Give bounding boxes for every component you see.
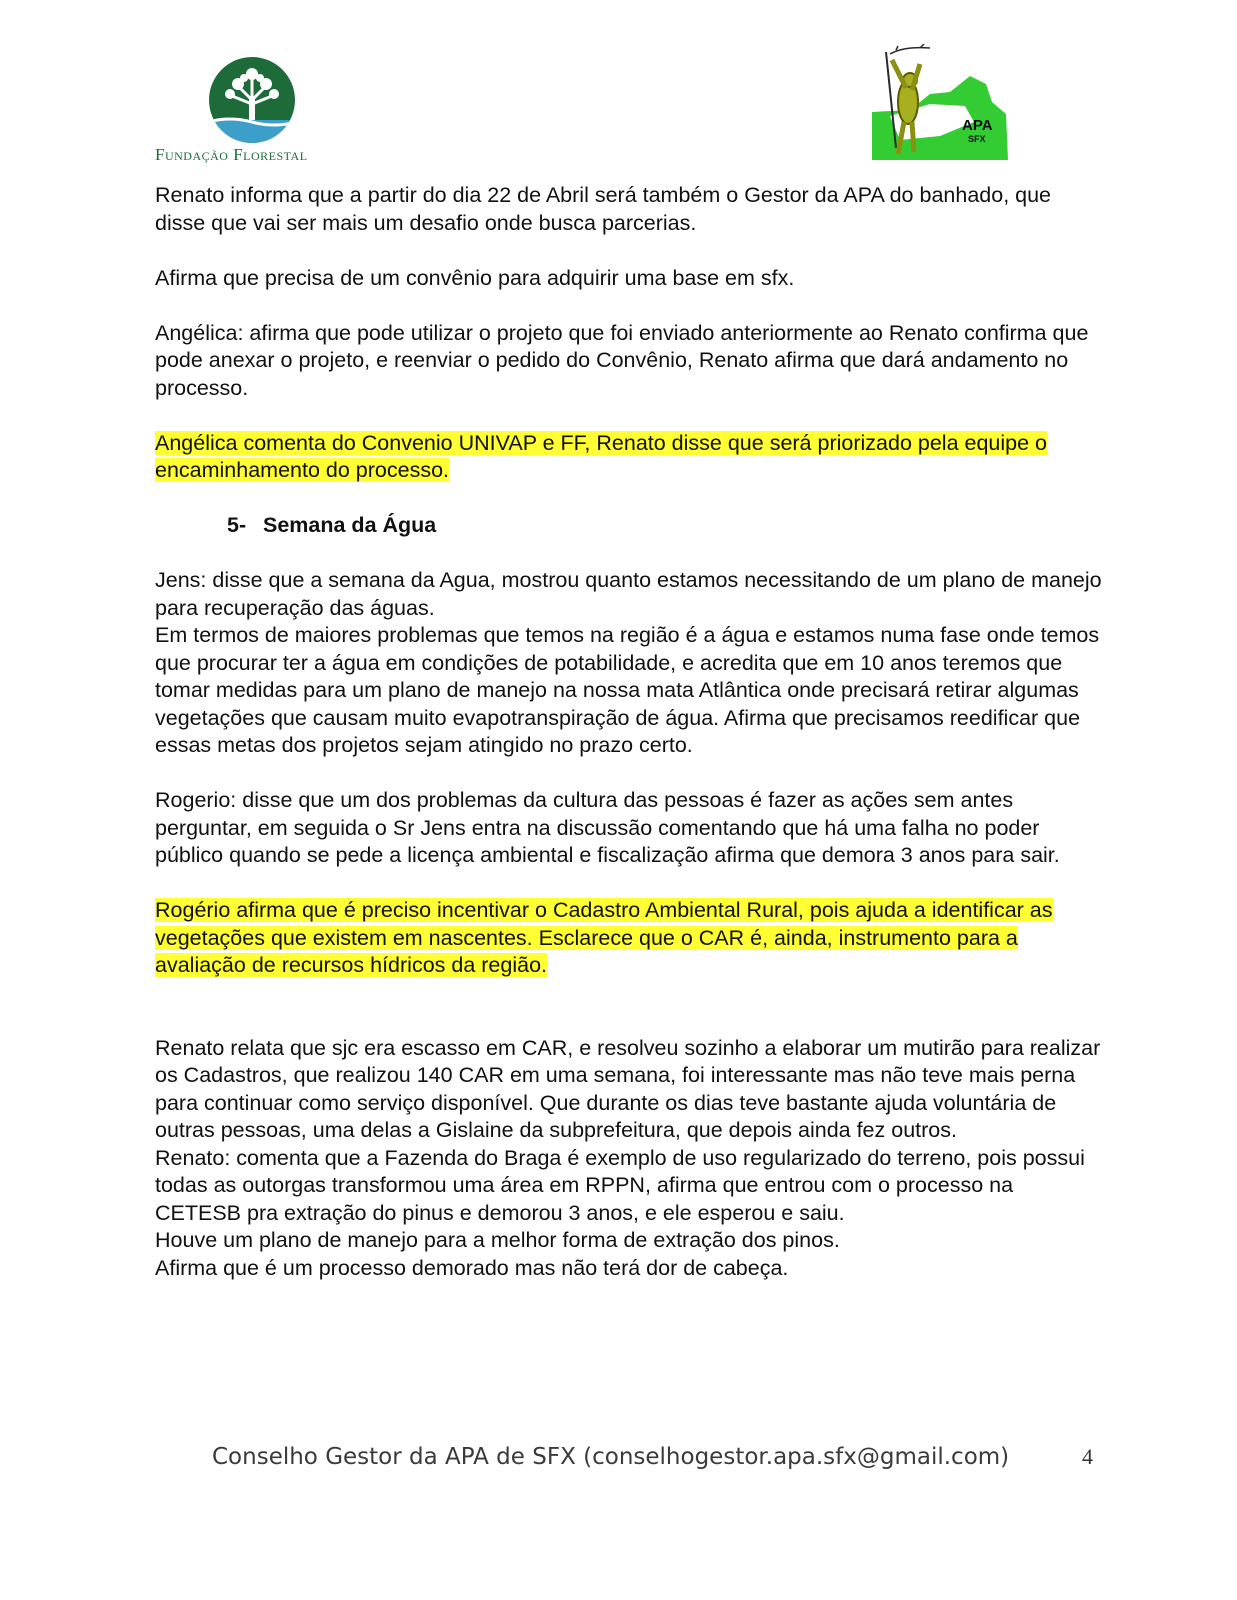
sfx-label: SFX xyxy=(968,134,986,144)
page-footer xyxy=(0,1444,1237,1474)
apa-sfx-logo xyxy=(870,44,1010,164)
highlight-text: Rogério afirma que é preciso incentivar o Cadastro Ambiental Rural, pois ajuda a identificar as vegetações que existem em nascentes. Esclarece que o CAR é, ainda, instrumento para a avaliação de recursos hídricos da região. xyxy=(155,898,1053,977)
paragraph: Afirma que precisa de um convênio para adquirir uma base em sfx. xyxy=(155,265,795,290)
highlighted-paragraph xyxy=(155,430,1105,485)
document-body xyxy=(155,182,1105,1282)
section-title: Semana da Água xyxy=(263,513,437,537)
paragraph: Jens: disse que a semana da Agua, mostrou quanto estamos necessitando de um plano de manejo para recuperação das águas. xyxy=(155,568,1102,620)
fundacao-florestal-logo xyxy=(155,50,355,170)
fundacao-florestal-wordmark: Fundação Florestal xyxy=(155,145,308,164)
footer-text: Conselho Gestor da APA de SFX (conselhogestor.apa.sfx@gmail.com) xyxy=(212,1444,1010,1470)
paragraph: Em termos de maiores problemas que temos na região é a água e estamos numa fase onde temos que procurar ter a água em condições de potabilidade, e acredita que em 10 anos teremos que tomar medidas para um plano de manejo na nossa mata Atlântica onde precisará retirar algumas vegetações que causam muito evapotranspiração de água. Afirma que precisamos reedificar que essas metas dos projetos sejam atingido no prazo certo. xyxy=(155,623,1100,757)
highlighted-paragraph xyxy=(155,897,1105,980)
paragraph: Houve um plano de manejo para a melhor forma de extração dos pinos. xyxy=(155,1228,840,1252)
paragraph: Angélica: afirma que pode utilizar o projeto que foi enviado anteriormente ao Renato confirma que pode anexar o projeto, e reenviar o pedido do Convênio, Renato afirma que dará andamento no processo. xyxy=(155,320,1089,400)
apa-label: APA xyxy=(962,117,993,134)
paragraph: Rogerio: disse que um dos problemas da cultura das pessoas é fazer as ações sem antes perguntar, em seguida o Sr Jens entra na discussão comentando que há uma falha no poder público quando se pede a licença ambiental e fiscalização afirma que demora 3 anos para sair. xyxy=(155,788,1060,867)
section-number: 5- xyxy=(227,513,247,537)
page-number: 4 xyxy=(1082,1444,1093,1469)
highlight-text: Angélica comenta do Convenio UNIVAP e FF, Renato disse que será priorizado pela equipe o encaminhamento do processo. xyxy=(155,430,1047,482)
section-heading xyxy=(227,512,1105,540)
apa-sfx-emblem-icon xyxy=(870,44,1010,164)
tree-emblem-icon xyxy=(208,56,296,144)
paragraph: Renato relata que sjc era escasso em CAR, e resolveu sozinho a elaborar um mutirão para realizar os Cadastros, que realizou 140 CAR em uma semana, foi interessante mas não teve mais perna para continuar como serviço disponível. Que durante os dias teve bastante ajuda voluntária de outras pessoas, uma delas a Gislaine da subprefeitura, que depois ainda fez outros. xyxy=(155,1035,1101,1142)
paragraph: Renato informa que a partir do dia 22 de Abril será também o Gestor da APA do banhado, que disse que vai ser mais um desafio onde busca parcerias. xyxy=(155,183,1052,235)
paragraph: Afirma que é um processo demorado mas não terá dor de cabeça. xyxy=(155,1255,789,1280)
paragraph: Renato: comenta que a Fazenda do Braga é exemplo de uso regularizado do terreno, pois possui todas as outorgas transformou uma área em RPPN, afirma que entrou com o processo na CETESB pra extração do pinus e demorou 3 anos, e ele esperou e saiu. xyxy=(155,1145,1085,1225)
